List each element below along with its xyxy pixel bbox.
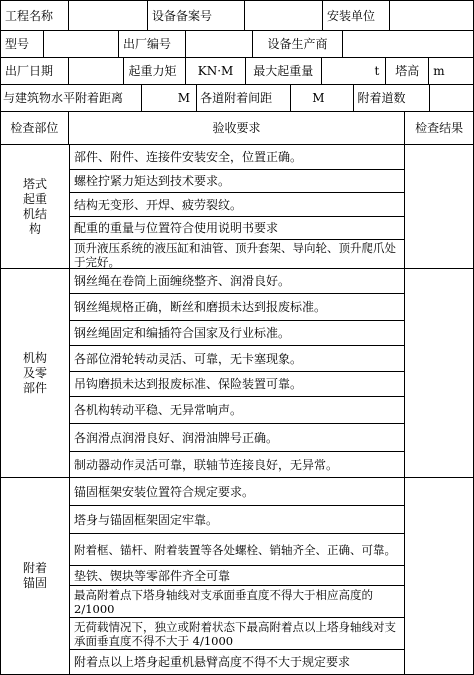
requirement-header: 验收要求 [69,112,406,144]
install-unit-value[interactable] [390,1,473,30]
max-lift-weight-label: 最大起重量 [246,58,322,84]
list-item: 附着框、锚杆、附着装置等各处螺栓、销轴齐全、正确、可靠。 [69,533,405,565]
factory-date-label: 出厂日期 [1,58,69,84]
section-mechanism-result[interactable] [404,269,473,477]
attach-spacing-label: 各道附着间距 [197,85,291,111]
building-distance-label: 与建筑物水平附着距离 [1,85,142,111]
list-item: 附着点以上塔身起重机悬臂高度不得不大于规定要求 [69,649,405,674]
model-label: 型号 [1,31,44,57]
manufacturer-value[interactable] [343,31,473,57]
list-item: 螺栓拧紧力矩达到技术要求。 [69,169,405,192]
list-item: 塔身与锚固框架固定牢靠。 [69,505,405,533]
section-anchoring-result[interactable] [404,478,473,674]
manufacturer-label: 设备生产商 [253,31,343,57]
lifting-torque-unit: KN·M [186,58,246,84]
attach-count-value[interactable] [430,85,473,111]
result-header: 检查结果 [415,121,464,135]
header-row-4 [0,84,474,111]
tower-height-unit: m [433,64,445,78]
list-item: 部件、附件、连接件安装安全，位置正确。 [74,150,303,164]
header-row-2 [0,30,474,57]
section-mechanism [0,268,474,477]
max-lift-weight-unit: t [322,58,387,84]
header-row-1 [0,0,474,30]
column-header-row [0,111,474,144]
list-item: 各机构转动平稳、无异常响声。 [69,396,405,423]
tower-height-label: 塔高 [386,58,429,84]
attach-spacing-unit: M [291,85,354,111]
section-mechanism-label: 机构及零部件 [1,269,70,477]
list-item: 钢丝绳在卷筒上面缠绕整齐、润滑良好。 [74,274,291,288]
list-item: 制动器动作灵活可靠，联轴节连接良好，无异常。 [69,451,405,478]
equipment-record-label: 设备备案号 [148,1,245,30]
factory-number-value[interactable] [186,31,253,57]
factory-date-value[interactable] [69,58,125,84]
list-item: 吊钩磨损未达到报废标准、保险装置可靠。 [69,371,405,396]
model-value[interactable] [44,31,119,57]
list-item: 锚固框架安装位置符合规定要求。 [74,484,255,499]
header-row-3 [0,57,474,84]
factory-number-label: 出厂编号 [119,31,186,57]
list-item: 无荷载情况下，独立或附着状态下最高附着点以上塔身轴线对支承面垂直度不得不大于 4/1000 [69,617,405,649]
list-item: 最高附着点下塔身轴线对支承面垂直度不得大于相应高度的 2/1000 [69,585,405,617]
list-item: 结构无变形、开焊、疲劳裂纹。 [69,192,405,216]
section-anchoring-label: 附着锚固 [1,478,70,674]
equipment-record-value[interactable] [245,1,323,30]
list-item: 配重的重量与位置符合使用说明书要求 [69,216,405,239]
project-name-label: 工程名称 [1,1,69,30]
section-anchoring [0,477,474,675]
attach-count-label: 附着道数 [354,85,431,111]
building-distance-unit: M [142,85,197,111]
project-name-value[interactable] [69,1,148,30]
list-item: 钢丝绳规格正确，断丝和磨损未达到报废标准。 [69,293,405,320]
lifting-torque-label: 起重力矩 [124,58,186,84]
list-item: 钢丝绳固定和编插符合国家及行业标准。 [69,320,405,345]
section-structure-label: 塔式起重机结构 [1,145,70,268]
list-item: 各部位滑轮转动灵活、可靠，无卡塞现象。 [69,345,405,371]
list-item: 垫铁、锲块等零部件齐全可靠 [69,565,405,585]
section-structure-result[interactable] [404,145,473,268]
list-item: 各润滑点润滑良好、润滑油牌号正确。 [69,423,405,451]
install-unit-label: 安装单位 [323,1,390,30]
section-structure [0,144,474,268]
list-item: 顶升液压系统的液压缸和油管、顶升套架、导向轮、顶升爬爪处于完好。 [69,239,405,269]
part-header: 检查部位 [1,112,69,144]
